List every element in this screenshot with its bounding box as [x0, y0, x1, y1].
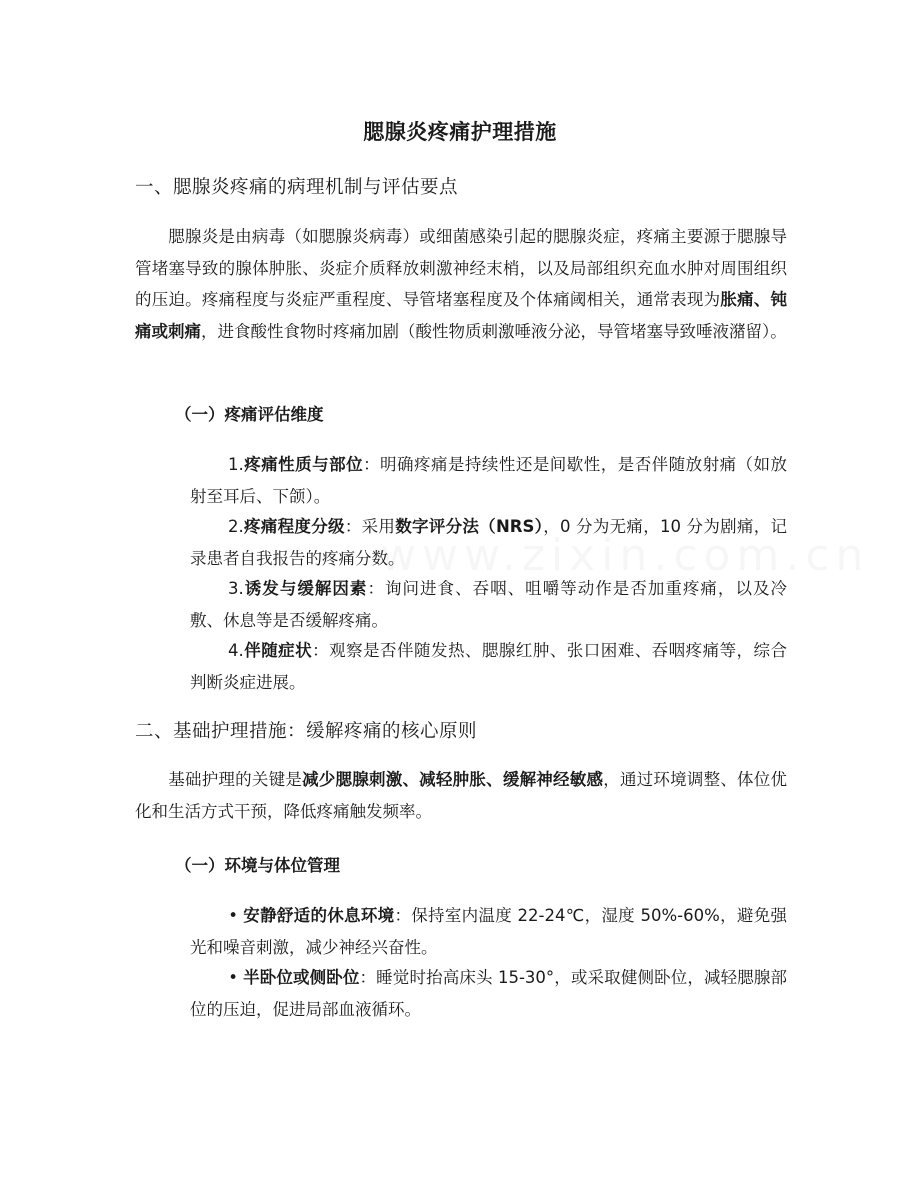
section2-heading: 二、基础护理措施：缓解疼痛的核心原则 — [135, 721, 478, 742]
item-number: 2. — [228, 517, 244, 536]
item-term: 疼痛程度分级 — [243, 517, 345, 536]
item-text: ，0 分为无痛，10 分为剧痛，记录患者自我报告的疼痛分数。 — [190, 517, 788, 568]
bullet-text: ：保持室内温度 22-24℃，湿度 50%-60%，避免强光和噪音刺激，减少神经兴奋性。 — [190, 906, 787, 957]
bullet-marker: • — [228, 906, 238, 925]
item-number: 4. — [228, 641, 244, 660]
item-text: ：询问进食、吞咽、咀嚼等动作是否加重疼痛，以及冷敷、休息等是否缓解疼痛。 — [190, 579, 788, 630]
assessment-item-2 — [190, 511, 787, 574]
section1-intro-bold: 胀痛、钝痛或刺痛 — [135, 290, 788, 341]
bullet-term: 半卧位或侧卧位 — [243, 968, 360, 987]
bullet-marker: • — [228, 968, 238, 987]
item-text: ：观察是否伴随发热、腮腺红肿、张口困难、吞咽疼痛等，综合判断炎症进展。 — [190, 641, 788, 692]
section2-intro — [135, 764, 787, 827]
section1-intro — [135, 221, 787, 347]
item-term-2: 数字评分法（NRS） — [395, 517, 544, 536]
section1-intro-text-c: ，进食酸性食物时疼痛加剧（酸性物质刺激唾液分泌，导管堵塞导致唾液潴留）。 — [201, 321, 787, 341]
bullet-text: ：睡觉时抬高床头 15-30°，或采取健侧卧位，减轻腮腺部位的压迫，促进局部血液循环。 — [190, 968, 787, 1019]
item-term: 伴随症状 — [243, 641, 313, 660]
section1-heading: 一、腮腺炎疼痛的病理机制与评估要点 — [135, 177, 459, 198]
assessment-item-4 — [190, 635, 787, 698]
section1-intro-text-a: 腮腺炎是由病毒（如腮腺炎病毒）或细菌感染引起的腮腺炎症，疼痛主要源于腮腺导管堵塞导致的腺体肿胀、炎症介质释放刺激神经末梢，以及局部组织充血水肿对周围组织的压迫。疼痛程度与炎症严重程度、导管堵塞程度及个体痛阈相关，通常表现为 — [135, 227, 787, 309]
care-bullet-1 — [190, 900, 787, 963]
section1-subheading: （一）疼痛评估维度 — [175, 405, 324, 424]
section2-intro-bold: 减少腮腺刺激、减轻肿胀、缓解神经敏感 — [302, 770, 604, 789]
item-text-a: ：采用 — [344, 517, 396, 536]
page-title: 腮腺炎疼痛护理措施 — [363, 120, 557, 144]
item-term: 诱发与缓解因素 — [243, 579, 368, 598]
assessment-item-1 — [190, 449, 787, 512]
item-number: 1. — [228, 455, 244, 474]
section2-intro-text-c: ，通过环境调整、体位优化和生活方式干预，降低疼痛触发频率。 — [135, 770, 788, 821]
section2-intro-text-a: 基础护理的关键是 — [168, 770, 303, 789]
bullet-term: 安静舒适的休息环境 — [243, 906, 395, 925]
assessment-item-3 — [190, 573, 787, 636]
item-text: ：明确疼痛是持续性还是间歇性，是否伴随放射痛（如放射至耳后、下颌）。 — [190, 455, 787, 506]
care-bullet-2 — [190, 962, 787, 1025]
item-term: 疼痛性质与部位 — [243, 455, 364, 474]
item-number: 3. — [228, 579, 244, 598]
section2-subheading: （一）环境与体位管理 — [175, 856, 340, 875]
